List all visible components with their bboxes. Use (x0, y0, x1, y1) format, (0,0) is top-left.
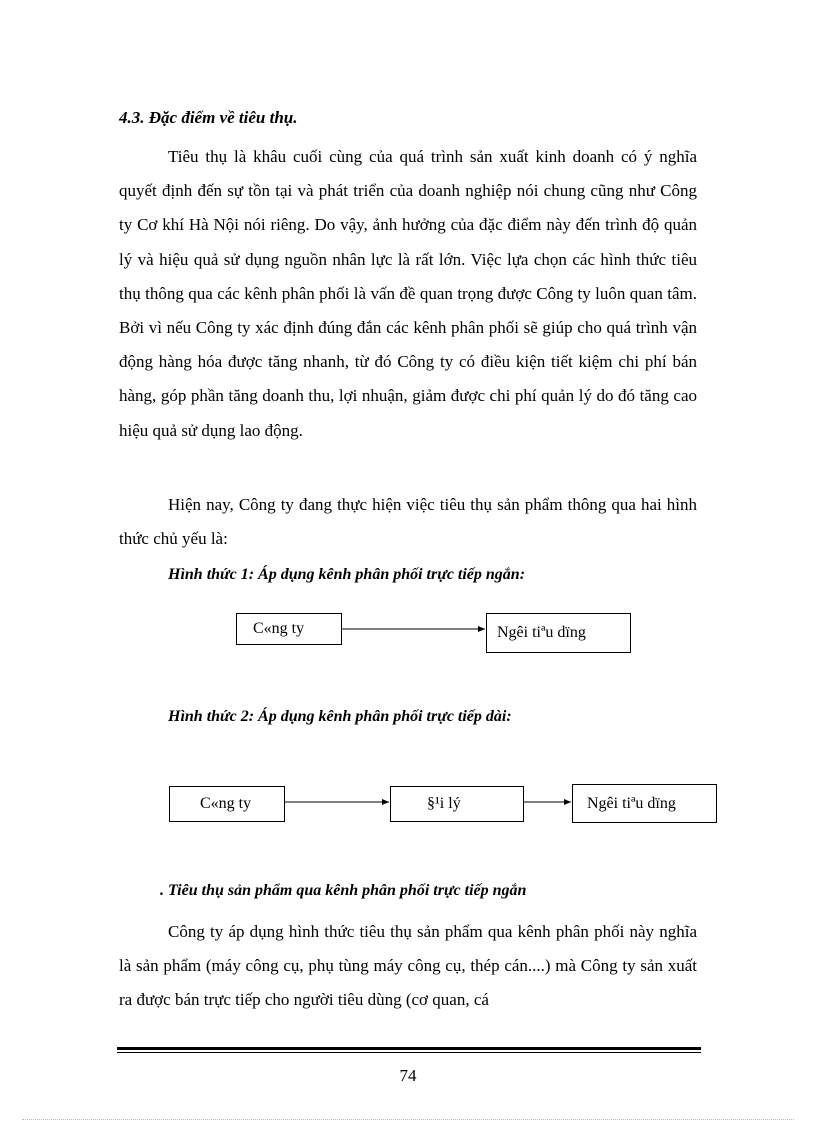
form1-company-box (236, 613, 342, 645)
form1-consumer-box (486, 613, 631, 653)
paragraph-sales-forms: Hiện nay, Công ty đang thực hiện việc tiêu thụ sản phẩm thông qua hai hình thức chủ yếu là: (119, 495, 697, 549)
form2-company-label: C«ng ty (200, 795, 252, 812)
section-heading: 4.3. Đặc điểm về tiêu thụ. (119, 108, 298, 127)
form1-title: Hình thức 1: Áp dụng kênh phân phối trực tiếp ngắn: (168, 566, 526, 583)
footer-rule-thin (117, 1052, 701, 1053)
paragraph-sales-overview: Tiêu thụ là khâu cuối cùng của quá trình sản xuất kinh doanh có ý nghĩa quyết định đến sự tồn tại và phát triển của doanh nghiệp nói chung cũng như Công ty Cơ khí Hà Nội nói riêng. Do vậy, ảnh hưởng của đặc điểm này đến trình độ quản lý và hiệu quả sử dụng nguồn nhân lực là rất lớn. Việc lựa chọn các hình thức tiêu thụ thông qua các kênh phân phối là vấn đề quan trọng được Công ty luôn quan tâm. Bởi vì nếu Công ty xác định đúng đắn các kênh phân phối sẽ giúp cho quá trình vận động hàng hóa được tăng nhanh, từ đó Công ty có điều kiện tiết kiệm chi phí bán hàng, góp phần tăng doanh thu, lợi nhuận, giảm được chi phí quản lý do đó tăng cao hiệu quả sử dụng lao động. (119, 147, 697, 440)
form2-agent-box (390, 786, 524, 822)
footer-rule-thick (117, 1047, 701, 1050)
form2-agent-label: §¹i lý (427, 795, 461, 812)
paragraph-direct-channel: Công ty áp dụng hình thức tiêu thụ sản phẩm qua kênh phân phối này nghĩa là sản phẩm (máy công cụ, phụ tùng máy công cụ, thép cán....) mà Công ty sản xuất ra được bán trực tiếp cho người tiêu dùng (cơ quan, cá (119, 922, 697, 1010)
form1-company-label: C«ng ty (253, 620, 305, 637)
form2-consumer-box (572, 784, 717, 823)
form2-consumer-label: Ngêi tiªu dïng (587, 794, 676, 812)
form2-company-box (169, 786, 285, 822)
form2-title: Hình thức 2: Áp dụng kênh phân phối trực tiếp dài: (168, 708, 512, 725)
subsection-title: . Tiêu thụ sản phẩm qua kênh phân phối trực tiếp ngắn (160, 882, 527, 899)
page-number: 74 (399, 1066, 417, 1085)
form1-consumer-label: Ngêi tiªu dïng (497, 624, 586, 641)
page-border-dotted (22, 1119, 794, 1120)
